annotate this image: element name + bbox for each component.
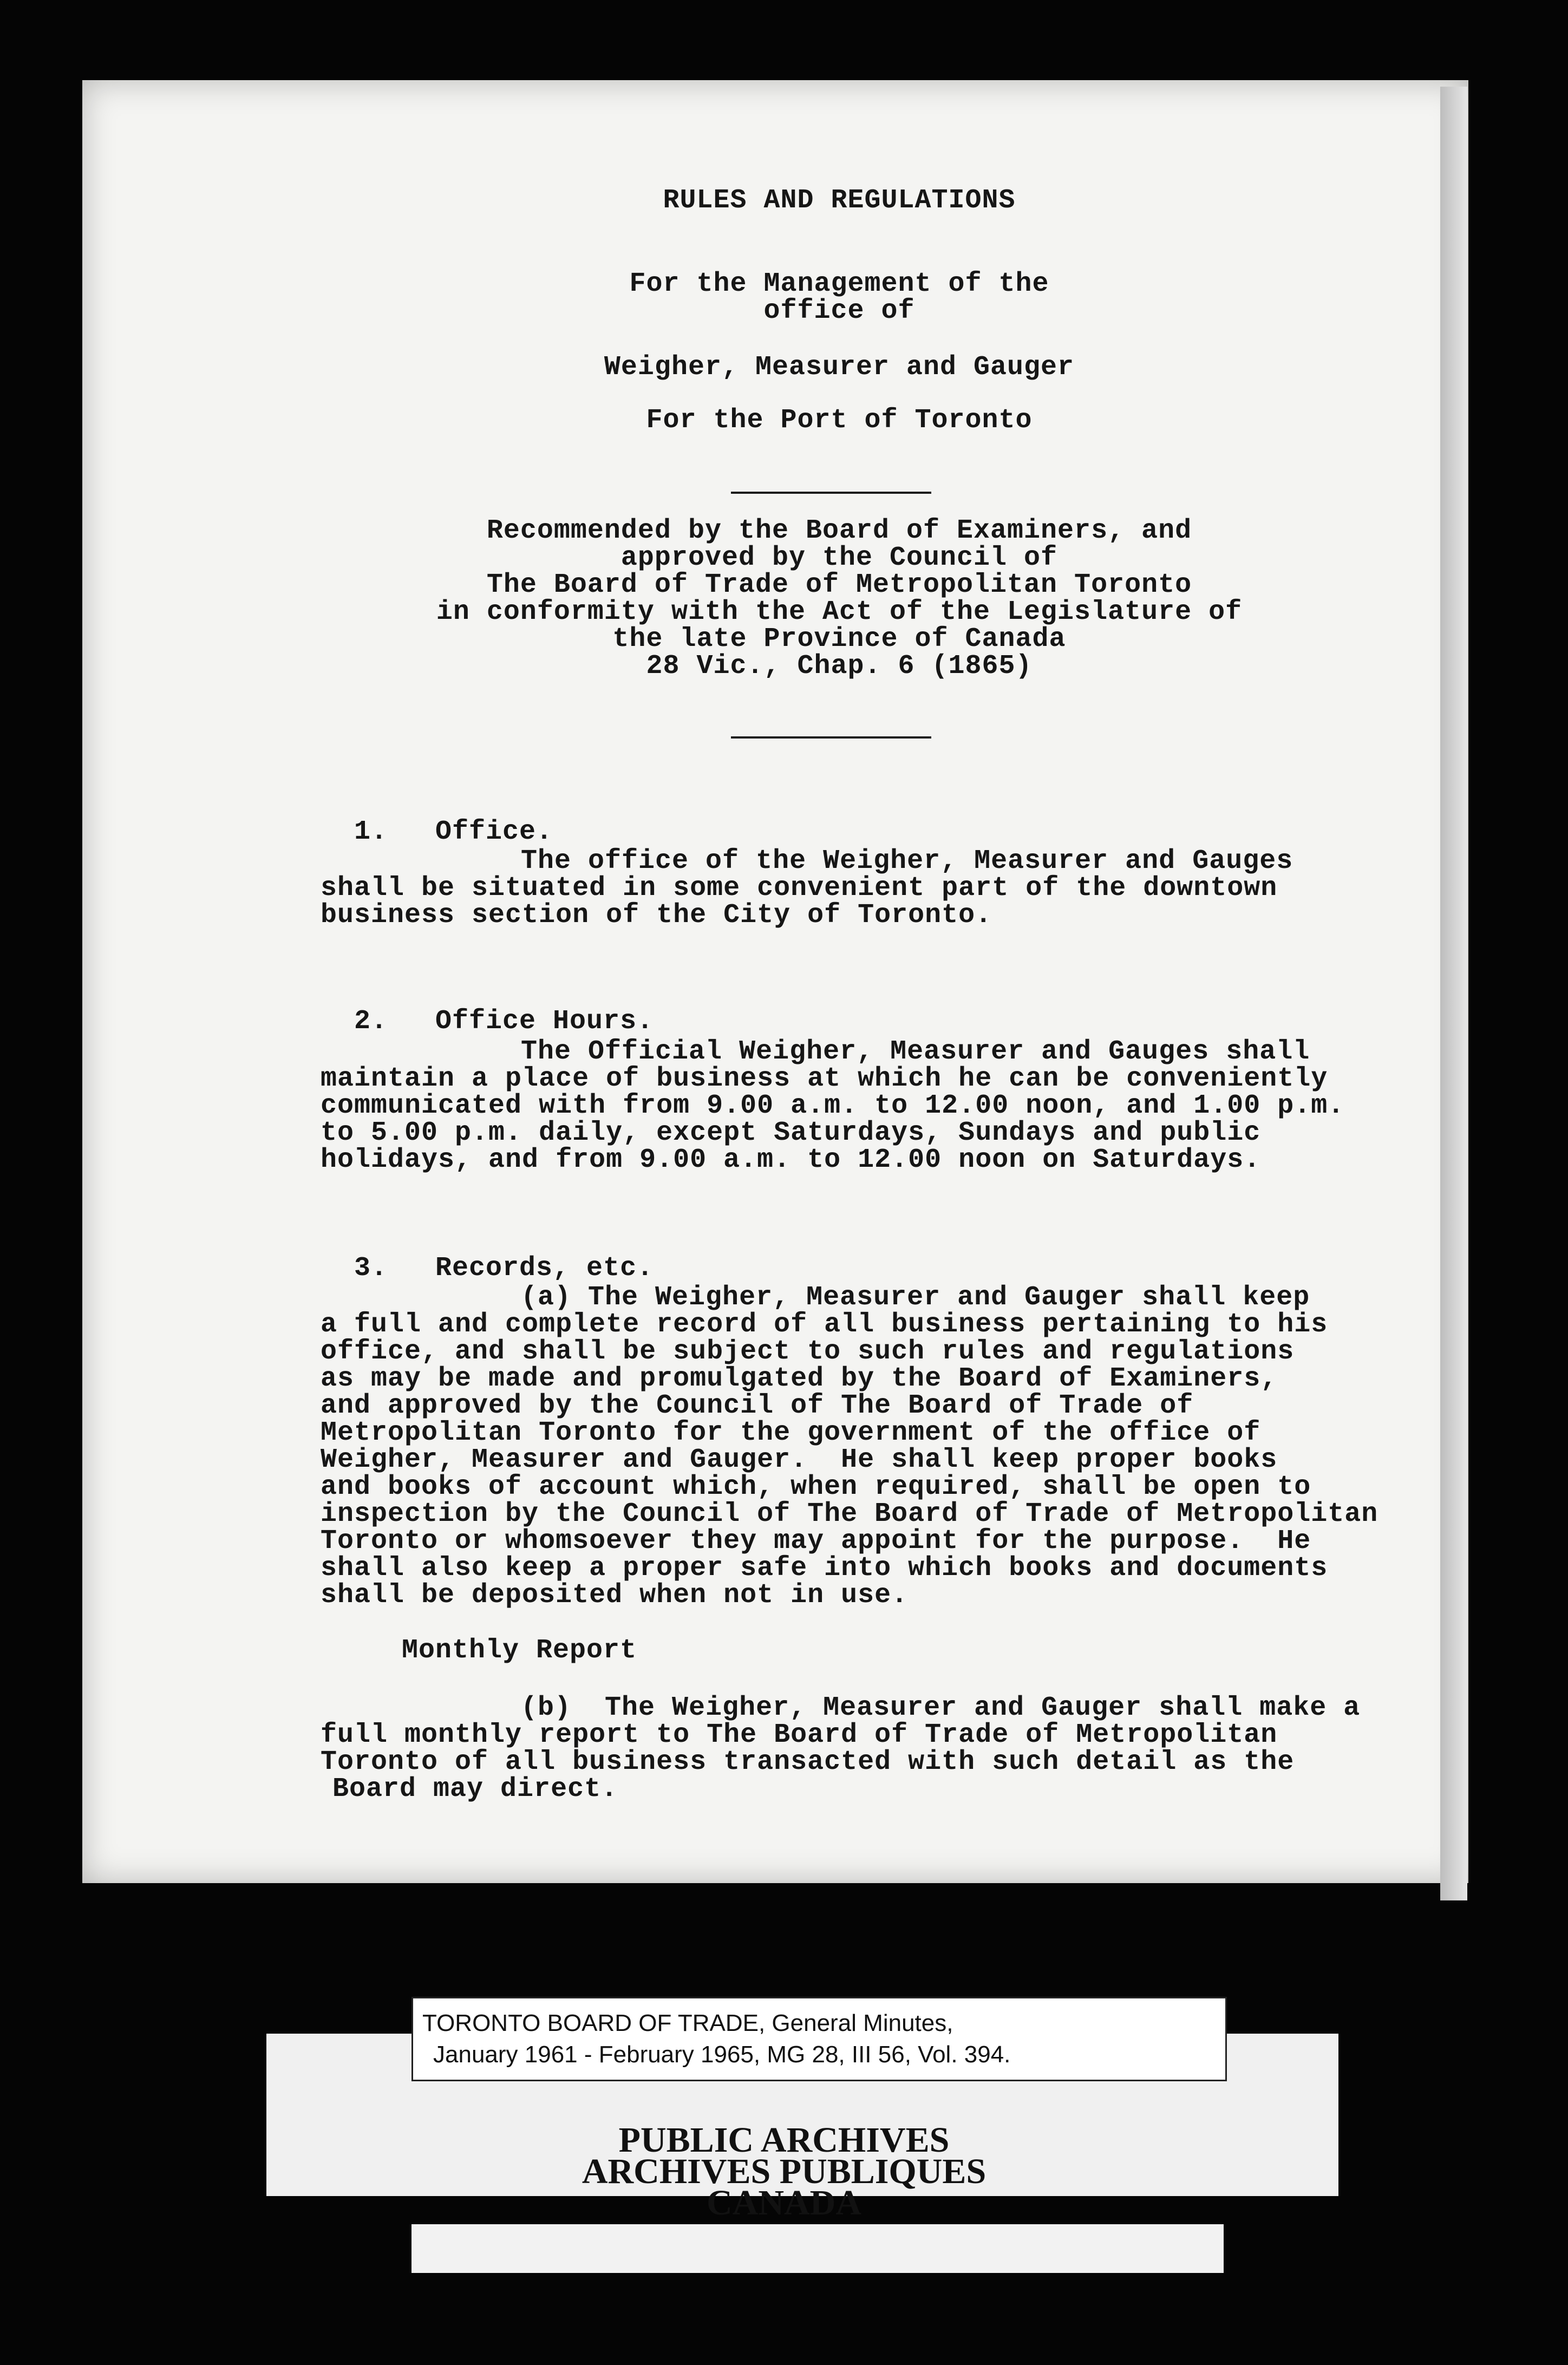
section-2-line-5: holidays, and from 9.00 a.m. to 12.00 noon on Saturdays.: [321, 1145, 1261, 1175]
section-2-number: 2.: [354, 1006, 388, 1037]
bottom-strip: [411, 2224, 1224, 2273]
section-2-line-4: to 5.00 p.m. daily, except Saturdays, Sundays and public: [321, 1118, 1261, 1148]
section-2-line-3: communicated with from 9.00 a.m. to 12.00 noon, and 1.00 p.m.: [321, 1090, 1345, 1121]
divider-bottom: [731, 736, 931, 739]
section-3b-line-3: Toronto of all business transacted with such detail as the: [321, 1747, 1295, 1778]
recommendation-line-5: the late Province of Canada: [612, 624, 1066, 655]
section-3-line-11: shall also keep a proper safe into which books and documents: [321, 1553, 1328, 1584]
document-title: RULES AND REGULATIONS: [663, 185, 1016, 216]
archives-stamp-line-1: PUBLIC ARCHIVES: [618, 2120, 950, 2160]
document-page: [82, 80, 1468, 1883]
archives-stamp-line-3: CANADA: [707, 2183, 861, 2223]
section-1-number: 1.: [354, 816, 388, 847]
section-1-line-2: shall be situated in some convenient part of the downtown: [321, 873, 1278, 904]
section-1-line-1: The office of the Weigher, Measurer and Gauges: [521, 846, 1293, 877]
page-edge: [1440, 87, 1467, 1900]
section-3-line-1: (a) The Weigher, Measurer and Gauger shall keep: [521, 1282, 1310, 1313]
citation-line-2: January 1961 - February 1965, MG 28, III 56, Vol. 394.: [433, 2041, 1011, 2068]
section-3-heading: [321, 1228, 654, 1282]
subtitle-line-2: office of: [763, 296, 915, 326]
section-3-line-7: Weigher, Measurer and Gauger. He shall keep proper books: [321, 1445, 1278, 1475]
section-3-title: Records, etc.: [435, 1253, 654, 1284]
office-name: Weigher, Measurer and Gauger: [604, 352, 1075, 383]
recommendation-line-3: The Board of Trade of Metropolitan Toronto: [486, 570, 1192, 600]
citation-line-1: TORONTO BOARD OF TRADE, General Minutes,: [422, 2010, 953, 2036]
port-name: For the Port of Toronto: [646, 405, 1033, 436]
subtitle-line-1: For the Management of the: [629, 269, 1049, 299]
section-3-line-9: inspection by the Council of The Board of Trade of Metropolitan: [321, 1499, 1378, 1530]
section-1-line-3: business section of the City of Toronto.: [321, 900, 992, 931]
section-2-line-2: maintain a place of business at which he can be conveniently: [321, 1063, 1328, 1094]
section-1-title: Office.: [435, 816, 553, 847]
archives-stamp-line-2: ARCHIVES PUBLIQUES: [582, 2152, 986, 2191]
section-3-line-5: and approved by the Council of The Board of Trade of: [321, 1390, 1194, 1421]
section-1-heading: [321, 792, 553, 846]
section-3-line-10: Toronto or whomsoever they may appoint for the purpose. He: [321, 1526, 1311, 1557]
section-3-line-6: Metropolitan Toronto for the government of the office of: [321, 1417, 1261, 1448]
section-3-line-2: a full and complete record of all business pertaining to his: [321, 1309, 1328, 1340]
section-3-line-3: office, and shall be subject to such rules and regulations: [321, 1336, 1295, 1367]
section-3b-line-1: (b) The Weigher, Measurer and Gauger shall make a: [521, 1693, 1361, 1723]
section-3b-line-2: full monthly report to The Board of Trade of Metropolitan: [321, 1720, 1278, 1750]
recommendation-line-2: approved by the Council of: [620, 543, 1058, 573]
recommendation-line-1: Recommended by the Board of Examiners, and: [486, 515, 1192, 546]
section-3-number: 3.: [354, 1253, 388, 1284]
section-3-line-4: as may be made and promulgated by the Board of Examiners,: [321, 1363, 1278, 1394]
section-2-heading: [321, 981, 654, 1035]
divider-top: [731, 492, 931, 494]
section-3b-line-4: Board may direct.: [332, 1774, 618, 1805]
section-2-line-1: The Official Weigher, Measurer and Gauges shall: [521, 1036, 1310, 1067]
recommendation-line-6: 28 Vic., Chap. 6 (1865): [646, 651, 1033, 682]
section-3-line-8: and books of account which, when required, shall be open to: [321, 1472, 1311, 1502]
recommendation-line-4: in conformity with the Act of the Legislature of: [436, 597, 1243, 628]
section-3-line-12: shall be deposited when not in use.: [321, 1580, 909, 1611]
section-2-title: Office Hours.: [435, 1006, 654, 1037]
monthly-report-subheading: Monthly Report: [402, 1635, 637, 1666]
